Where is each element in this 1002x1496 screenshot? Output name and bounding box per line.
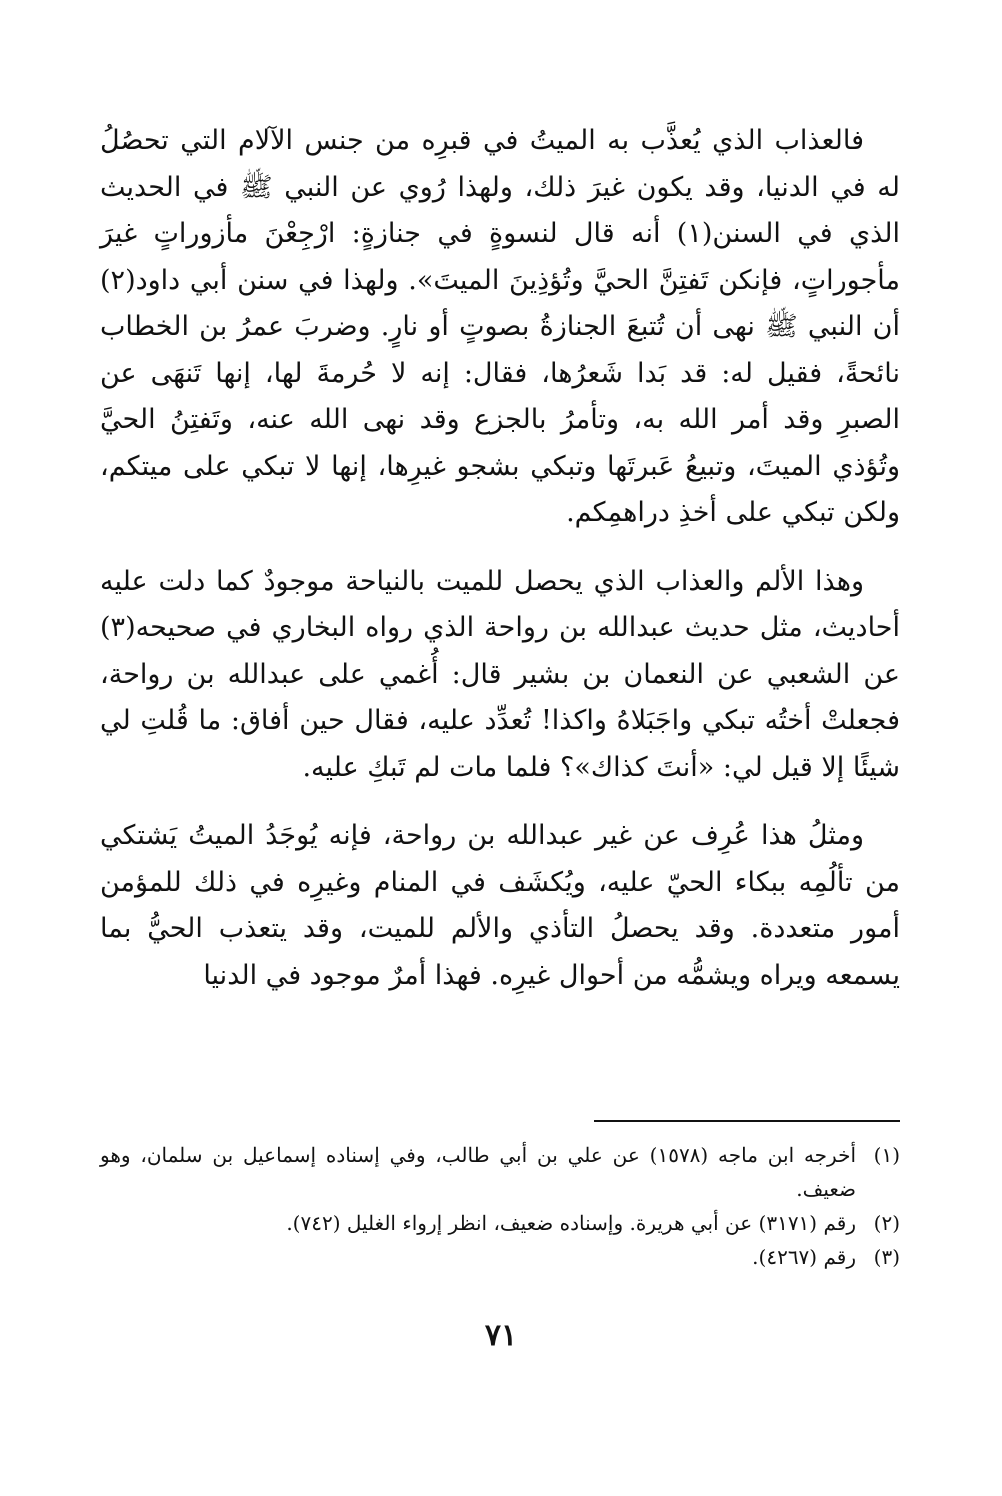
footnote-text: أخرجه ابن ماجه (١٥٧٨) عن علي بن أبي طالب، وفي إسناده إسماعيل بن سلمان، وهو ضعيف.: [100, 1143, 857, 1201]
paragraph-1: فالعذاب الذي يُعذَّب به الميتُ في قبرِه من جنس الآلام التي تحصُلُ له في الدنيا، وقد يكون غيرَ ذلك، ولهذا رُوي عن النبي ﷺ في الحديث الذي في السنن(١) أنه قال لنسوةٍ في جنازةٍ: ارْجِعْنَ مأزوراتٍ غيرَ مأجوراتٍ، فإنكن تَفتِنَّ الحيَّ وتُؤذِينَ الميتَ». ولهذا في سنن أبي داود(٢) أن النبي ﷺ نهى أن تُتبعَ الجنازةُ بصوتٍ أو نارٍ. وضربَ عمرُ بن الخطاب نائحةً، فقيل له: قد بَدا شَعرُها، فقال: إنه لا حُرمةَ لها، إنها تَنهَى عن الصبرِ وقد أمر الله به، وتأمرُ بالجزع وقد نهى الله عنه، وتَفتِنُ الحيَّ وتُؤذي الميتَ، وتبيعُ عَبرتَها وتبكي بشجو غيرِها، إنها لا تبكي على ميتكم، ولكن تبكي على أخذِ دراهمِكم.: [100, 125, 900, 528]
page-number: ٧١: [484, 1318, 518, 1353]
paragraph-3: ومثلُ هذا عُرِف عن غير عبدالله بن رواحة، فإنه يُوجَدُ الميتُ يَشتكي من تألُمِه ببكاء الحيّ عليه، ويُكشَف في المنام وغيرِه في ذلك للمؤمن أمور متعددة. وقد يحصلُ التأذي والألم للميت، وقد يتعذب الحيُّ بما يسمعه ويراه ويشمُّه من أحوال غيرِه. فهذا أمرٌ موجود في الدنيا: [100, 820, 900, 991]
footnote-3: [100, 1240, 900, 1274]
footnote-separator: [594, 1120, 900, 1122]
footnote-2: [100, 1206, 900, 1240]
footnote-text: رقم (٤٢٦٧).: [752, 1245, 856, 1269]
footnote-number: (٣): [873, 1245, 900, 1269]
main-text: [100, 118, 900, 1021]
footnote-1: [100, 1138, 900, 1206]
footnote-number: (٢): [873, 1211, 900, 1235]
footnote-text: رقم (٣١٧١) عن أبي هريرة. وإسناده ضعيف، انظر إرواء الغليل (٧٤٢).: [286, 1211, 856, 1235]
footnotes: [100, 1138, 900, 1274]
footnote-number: (١): [873, 1143, 900, 1167]
paragraph-2: وهذا الألم والعذاب الذي يحصل للميت بالنياحة موجودٌ كما دلت عليه أحاديث، مثل حديث عبدالله بن رواحة الذي رواه البخاري في صحيحه(٣) عن الشعبي عن النعمان بن بشير قال: أُغمي على عبدالله بن رواحة، فجعلتْ أختُه تبكي واجَبَلاهُ واكذا! تُعدِّد عليه، فقال حين أفاق: ما قُلتِ لي شيئًا إلا قيل لي: «أنتَ كذاك»؟ فلما مات لم تَبكِ عليه.: [100, 565, 900, 783]
